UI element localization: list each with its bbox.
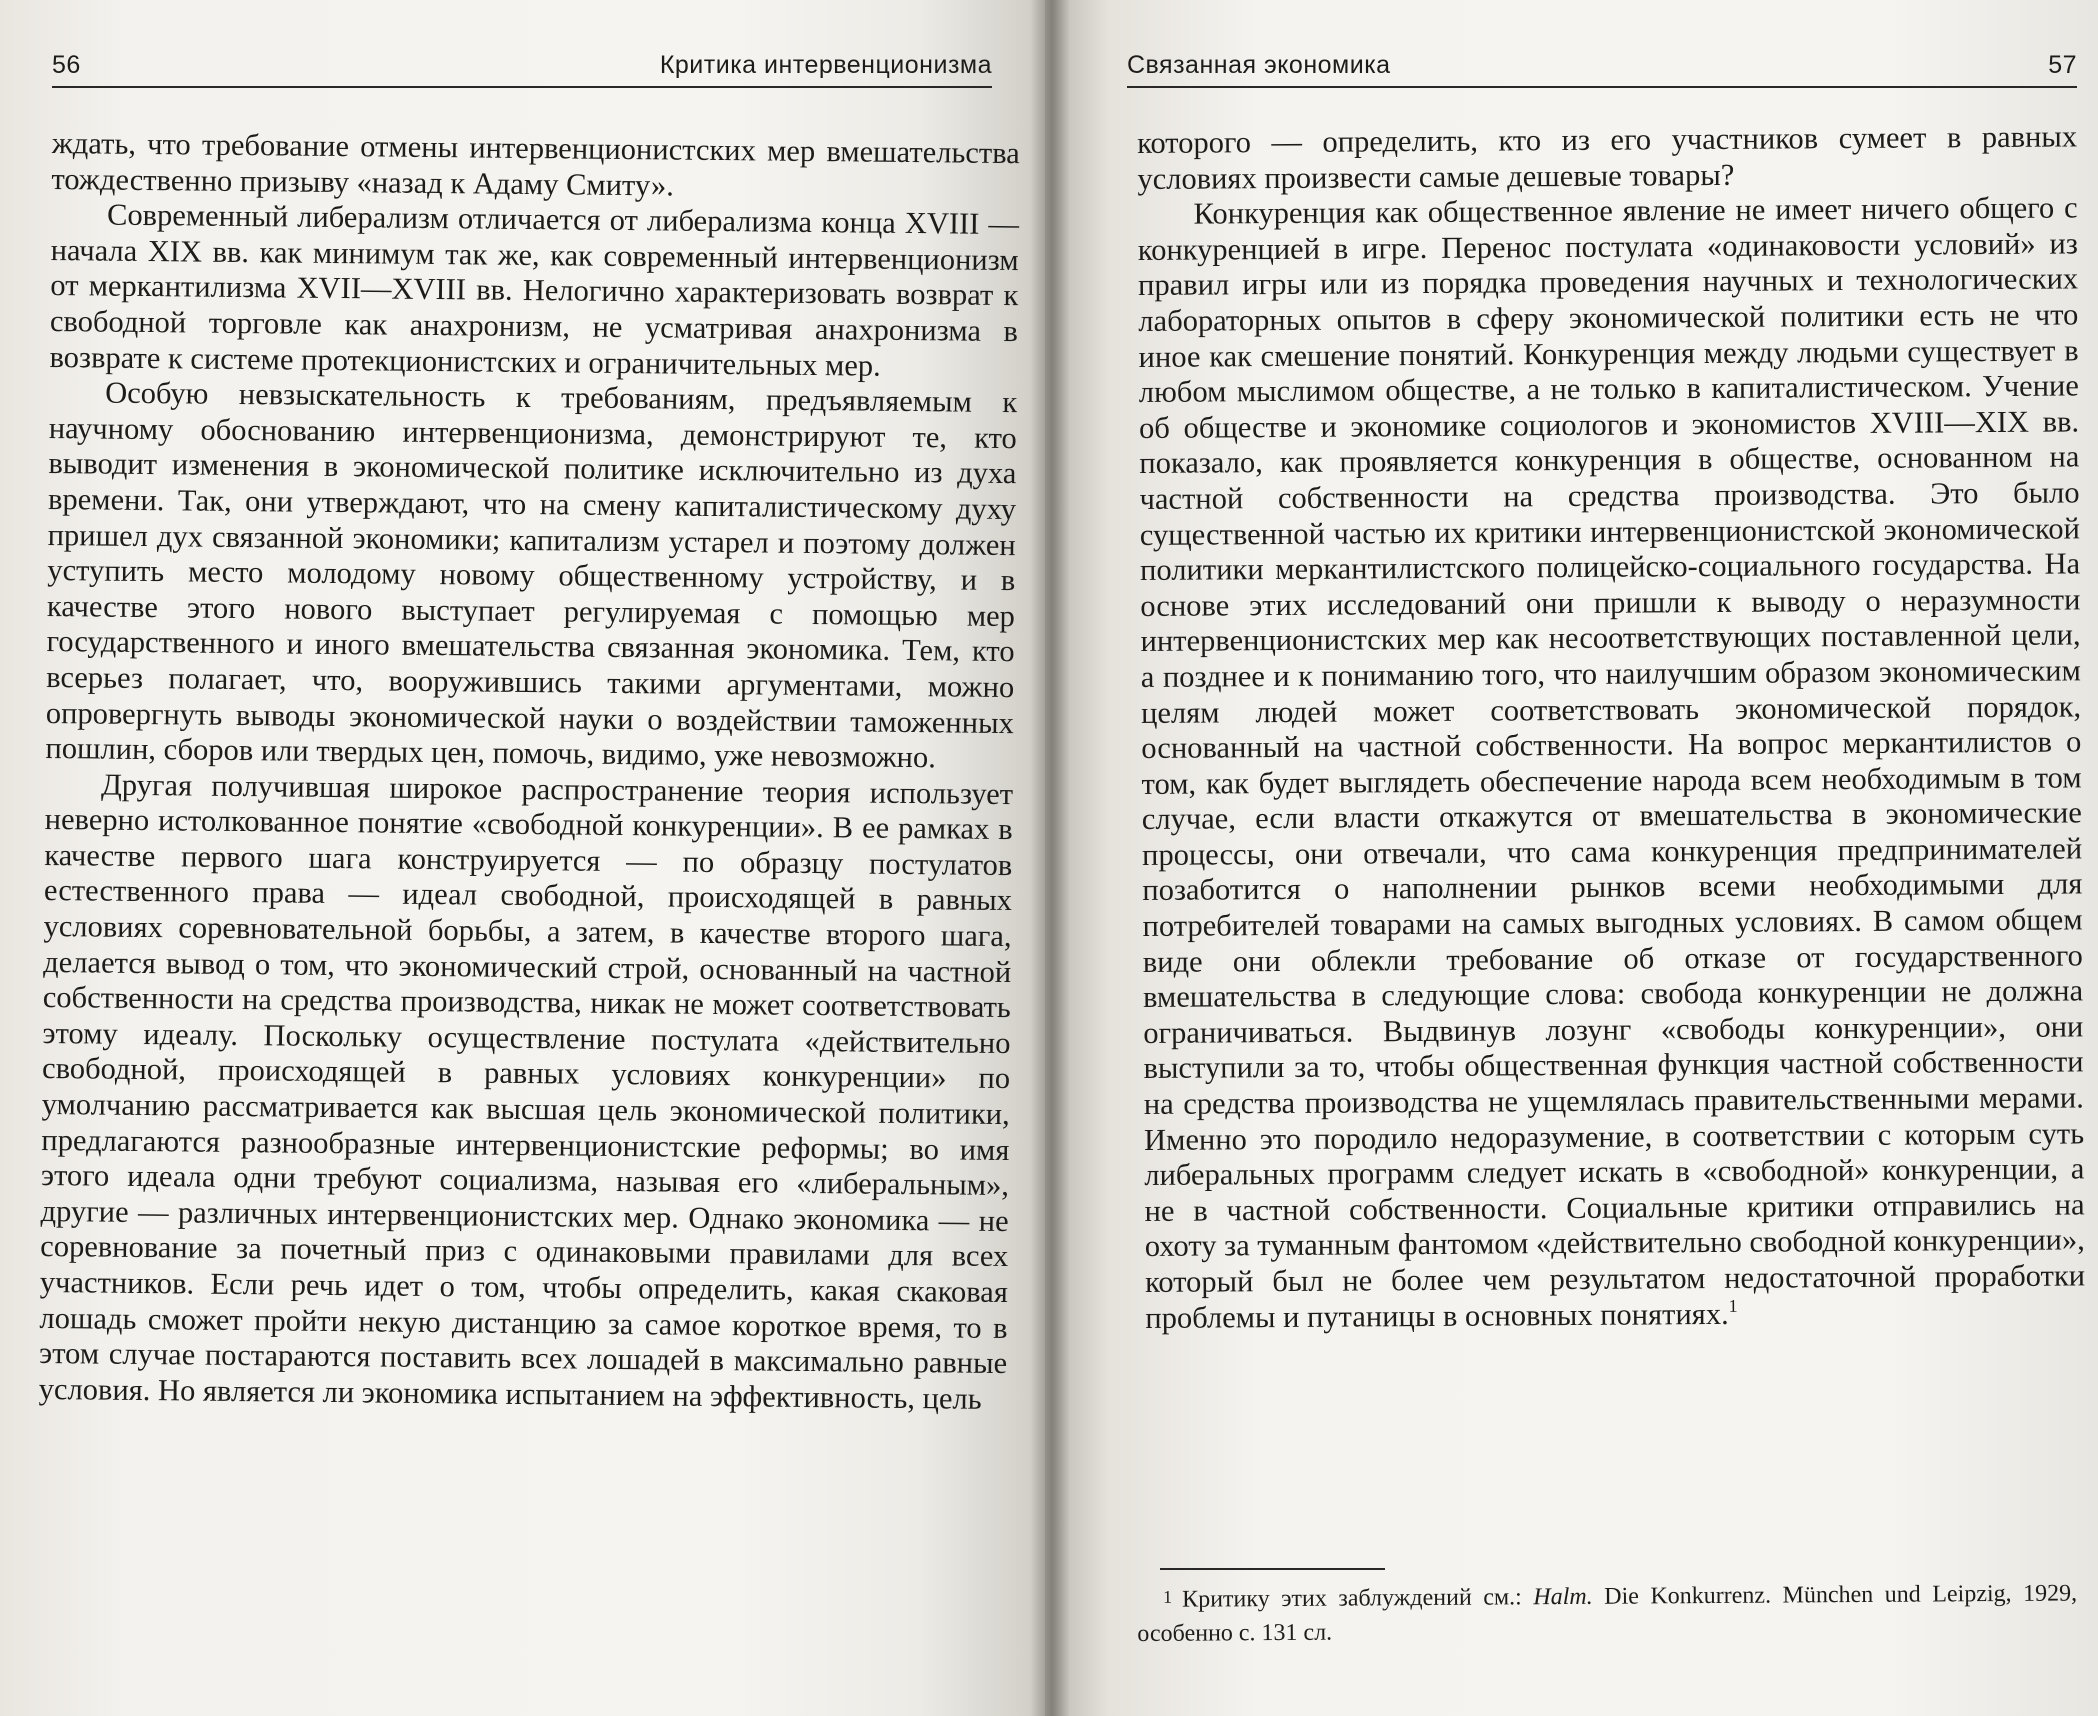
- paragraph-text: Конкуренция как общественное явление не имеет ничего общего с конкуренцией в игре. Перенос постулата «одинаковости условий» из правил игры или из порядка проведения научных и технологических лабораторных опытов в сферу экономической политики есть не что иное как смешение понятий. Конкуренция между людьми существует в любом мыслимом обществе, а не только в капиталистическом. Учение об обществе и экономике социологов и экономистов XVIII—XIX вв. показало, как проявляется конкуренция в обществе, основанном на частной собственности на средства производства. Это было существенной частью их критики интервенционистской экономической политики меркантилистского полицейско-социального государства. На основе этих исследований они пришли к выводу о неразумности интервенционистских мер как несоответствующих поставленной цели, а позднее и к пониманию того, что наилучшим образом экономическим целям людей может соответствовать экономической порядок, основанный на частной собственности. На вопрос меркантилистов о том, как будет выглядеть обеспечение народа всем необходимым в том случае, если власти откажутся от вмешательства в экономические процессы, они отвечали, что сама конкуренция предпринимателей позаботится о наполнении рынков всеми необходимыми для потребителей товарами на самых выгодных условиях. В самом общем виде они облекли требование об отказе от государственного вмешательства в следующие слова: свобода конкуренции не должна ограничиваться. Выдвинув лозунг «свободы конкуренции», они выступили за то, чтобы общественная функция частной собственности на средства производства не ущемлялась правительственными мерами. Именно это породило недоразумение, в соответствии с которым суть либеральных программ следует искать в «свободной» конкуренции, а не в частной собственности. Социальные критики отправились на охоту за туманным фантомом «действительно свободной конкуренции», который был не более чем результатом недостаточной проработки проблемы и путаницы в основных понятиях.: [1137, 190, 2086, 1335]
- paragraph: которого — определить, кто из его участников сумеет в равных условиях произвести самые дешевые товары?: [1137, 119, 2078, 196]
- right-page: [1045, 0, 2098, 1716]
- footnote-number: 1: [1163, 1586, 1173, 1607]
- paragraph: [1137, 191, 2085, 1337]
- paragraph: Особую невзыскательность к требованиям, предъявляемым к научному обоснованию интервенционизма, демонстрируют те, кто выводит изменения в экономической политике исключительно из духа времени. Так, они утверждают, что на смену капиталистическому духу пришел дух связанной экономики; капитализм устарел и поэтому должен уступить место молодому новому общественному устройству, и в качестве этого нового выступает регулируемая с помощью мер государственного и иного вмешательства связанная экономика. Тем, кто всерьез полагает, что, вооружившись такими аргументами, можно опровергнуть выводы экономической науки о воздействии таможенных пошлин, сборов или твердых цен, помочь, видимо, уже невозможно.: [45, 375, 1018, 775]
- footnote-prefix: Критику этих заблуждений см.:: [1182, 1584, 1522, 1613]
- left-running-head: [52, 44, 992, 88]
- left-page: [0, 0, 1045, 1716]
- paragraph: Другая получившая широкое распространение теория использует неверно истолкованное понятие «свободной конкуренции». В ее рамках в качестве первого шага конструируется — по образцу постулатов естественного права — идеал свободной, происходящей в равных условиях соревновательной борьбы, а затем, в качестве второго шага, делается вывод о том, что экономический строй, основанный на частной собственности на средства производства, никак не может соответствовать этому идеалу. Поскольку осуществление постулата «действительно свободной, происходящей в равных условиях конкуренции» по умолчанию рассматривается как высшая цель экономической политики, предлагаются разнообразные интервенционистские реформы; во имя этого идеала одни требуют социализма, называя его «либеральным», другие — различных интервенционистских мер. Однако экономика — не соревнование за почетный приз с одинаковыми правилами для всех участников. Если речь идет о том, чтобы определить, какая скаковая лошадь сможет пройти некую дистанцию за самое короткое время, то в этом случае постараются поставить всех лошадей в максимально равные условия. Но является ли экономика испытанием на эффективность, цель: [38, 767, 1014, 1416]
- footnote-text: Die Konkurrenz. München und Leipzig, 1929, особенно с. 131 сл.: [1137, 1580, 2078, 1647]
- footnote-reference: 1: [1728, 1295, 1738, 1316]
- running-head-title-right: Связанная экономика: [1127, 51, 1391, 79]
- paragraph: ждать, что требование отмены интервенционистских мер вмешательства тождественно призыву «назад к Адаму Смиту».: [51, 126, 1020, 203]
- right-running-head: [1127, 44, 2077, 88]
- paragraph: Современный либерализм отличается от либерализма конца XVIII — начала XIX вв. как минимум так же, как современный интервенционизм от меркантилизма XVII—XVIII вв. Нелогично характеризовать возврат к свободной торговле как анахронизм, не усматривая анахронизма в возврате к системе протекционистских и ограничительных мер.: [49, 197, 1020, 383]
- page-number-left: 56: [52, 51, 81, 79]
- page-number-right: 57: [2048, 51, 2077, 79]
- footnote-divider: [1160, 1568, 1385, 1570]
- left-body-text: [39, 126, 1020, 1417]
- running-head-title-left: Критика интервенционизма: [659, 51, 992, 79]
- footnote-author: Halm.: [1533, 1583, 1593, 1611]
- book-gutter-shadow: [1030, 0, 1070, 1716]
- right-body-text: [1137, 119, 2085, 1336]
- footnote: [1137, 1573, 2077, 1651]
